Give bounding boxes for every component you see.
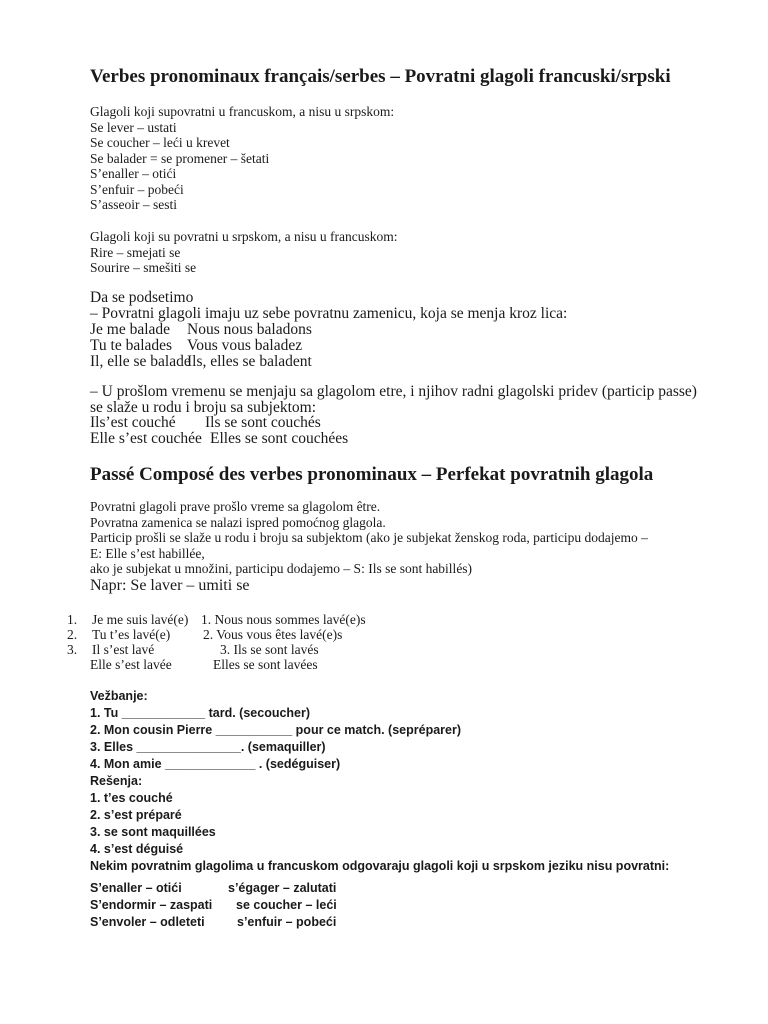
conjugation-right: 3. Ils se sont lavés: [220, 642, 319, 657]
conj-right: Nous nous baladons: [187, 321, 312, 338]
pair-right: s’égager – zalutati: [228, 881, 337, 895]
list-number: 2.: [67, 627, 78, 642]
solution-item: 1. t’es couché: [90, 791, 173, 805]
pair-left: S’enaller – otići: [90, 881, 182, 895]
agree-right: Ils se sont couchés: [205, 414, 321, 431]
section2-line: Sourire – smešiti se: [90, 260, 197, 275]
section-title: Passé Composé des verbes pronominaux – Perfekat povratnih glagola: [90, 464, 654, 485]
section3-line: Particip prošli se slaže u rodu i broju sa subjektom (ako je subjekat ženskog roda, participu dodajemo –: [90, 530, 648, 545]
solutions-heading: Rešenja:: [90, 774, 143, 788]
pair-left: S’envoler – odleteti: [90, 915, 205, 929]
section2-block: [90, 229, 397, 276]
list-number: 3.: [67, 642, 78, 657]
exercise-item: 2. Mon cousin Pierre ___________ pour ce match. (sepréparer): [90, 723, 462, 737]
agree-left: Ils’est couché: [90, 414, 176, 431]
conjugation-right: 2. Vous vous êtes lavé(e)s: [203, 627, 343, 642]
section1-line: Se lever – ustati: [90, 119, 177, 135]
recap-heading: Da se podsetimo: [90, 289, 194, 306]
section1-line: Se coucher – leći u krevet: [90, 135, 230, 150]
list-number: 1.: [67, 612, 78, 627]
section1-line: Se balader = se promener – šetati: [90, 150, 270, 166]
agree-right: Elles se sont couchées: [210, 430, 349, 447]
conjugation-left: Je me suis lavé(e): [92, 612, 189, 627]
conjugation-left: Il s’est lavé: [92, 642, 155, 657]
section1-line: S’enaller – otići: [90, 166, 177, 181]
conj-left: Tu te balades: [90, 337, 173, 354]
section1-line: S’enfuir – pobeći: [90, 181, 184, 197]
conj-left: Il, elle se balade: [90, 353, 191, 370]
section3-line: Povratni glagoli prave prošlo vreme sa glagolom être.: [90, 499, 381, 514]
agree-left: Elle s’est couchée: [90, 430, 202, 447]
exercise-item: 1. Tu ____________ tard. (secoucher): [90, 706, 311, 720]
conjugation-left: Tu t’es lavé(e): [92, 627, 171, 642]
recap-point2-b: se slaže u rodu i broju sa subjektom:: [90, 399, 316, 416]
section3-line: E: Elle s’est habillée,: [90, 545, 205, 561]
conjugation-right: 1. Nous nous sommes lavé(e)s: [201, 612, 366, 627]
section1-line: S’asseoir – sesti: [90, 197, 177, 212]
conjugation-right: Elles se sont lavées: [213, 657, 318, 672]
solution-item: 2. s’est préparé: [90, 808, 182, 822]
section3-block: [90, 499, 648, 577]
section1-block: [90, 104, 394, 213]
section2-line: Rire – smejati se: [90, 244, 181, 260]
conj-right: Ils, elles se baladent: [187, 353, 312, 370]
conj-right: Vous vous baladez: [187, 337, 303, 354]
exercise-note: Nekim povratnim glagolima u francuskom odgovaraju glagoli koji u srpskom jeziku nisu povratni:: [90, 859, 670, 873]
exercise-heading: Vežbanje:: [90, 689, 148, 703]
conjugation-left: Elle s’est lavée: [90, 657, 172, 672]
recap-point2-a: – U prošlom vremenu se menjaju sa glagolom etre, i njihov radni glagolski pridev (particip passe): [90, 383, 697, 400]
exercise-item: 3. Elles _______________. (semaquiller): [90, 740, 326, 754]
solution-item: 4. s’est déguisé: [90, 842, 184, 856]
exercise-item: 4. Mon amie _____________ . (sedéguiser): [90, 757, 341, 771]
example-label: Napr: Se laver – umiti se: [90, 577, 250, 594]
conj-left: Je me balade: [90, 321, 171, 338]
exercise-block: [90, 688, 669, 875]
recap-point1: – Povratni glagoli imaju uz sebe povratnu zamenicu, koja se menja kroz lica:: [90, 305, 568, 322]
section3-line: ako je subjekat u množini, participu dodajemo – S: Ils se sont habillés): [90, 561, 473, 576]
section1-intro: Glagoli koji supovratni u francuskom, a nisu u srpskom:: [90, 104, 395, 119]
pair-left: S’endormir – zaspati: [90, 898, 213, 912]
page-title: Verbes pronominaux français/serbes – Povratni glagoli francuski/srpski: [90, 66, 671, 87]
pair-right: s’enfuir – pobeći: [237, 915, 337, 929]
section2-intro: Glagoli koji su povratni u srpskom, a nisu u francuskom:: [90, 229, 398, 244]
section3-line: Povratna zamenica se nalazi ispred pomoćnog glagola.: [90, 514, 386, 530]
pair-right: se coucher – leći: [236, 898, 337, 912]
solution-item: 3. se sont maquillées: [90, 825, 216, 839]
